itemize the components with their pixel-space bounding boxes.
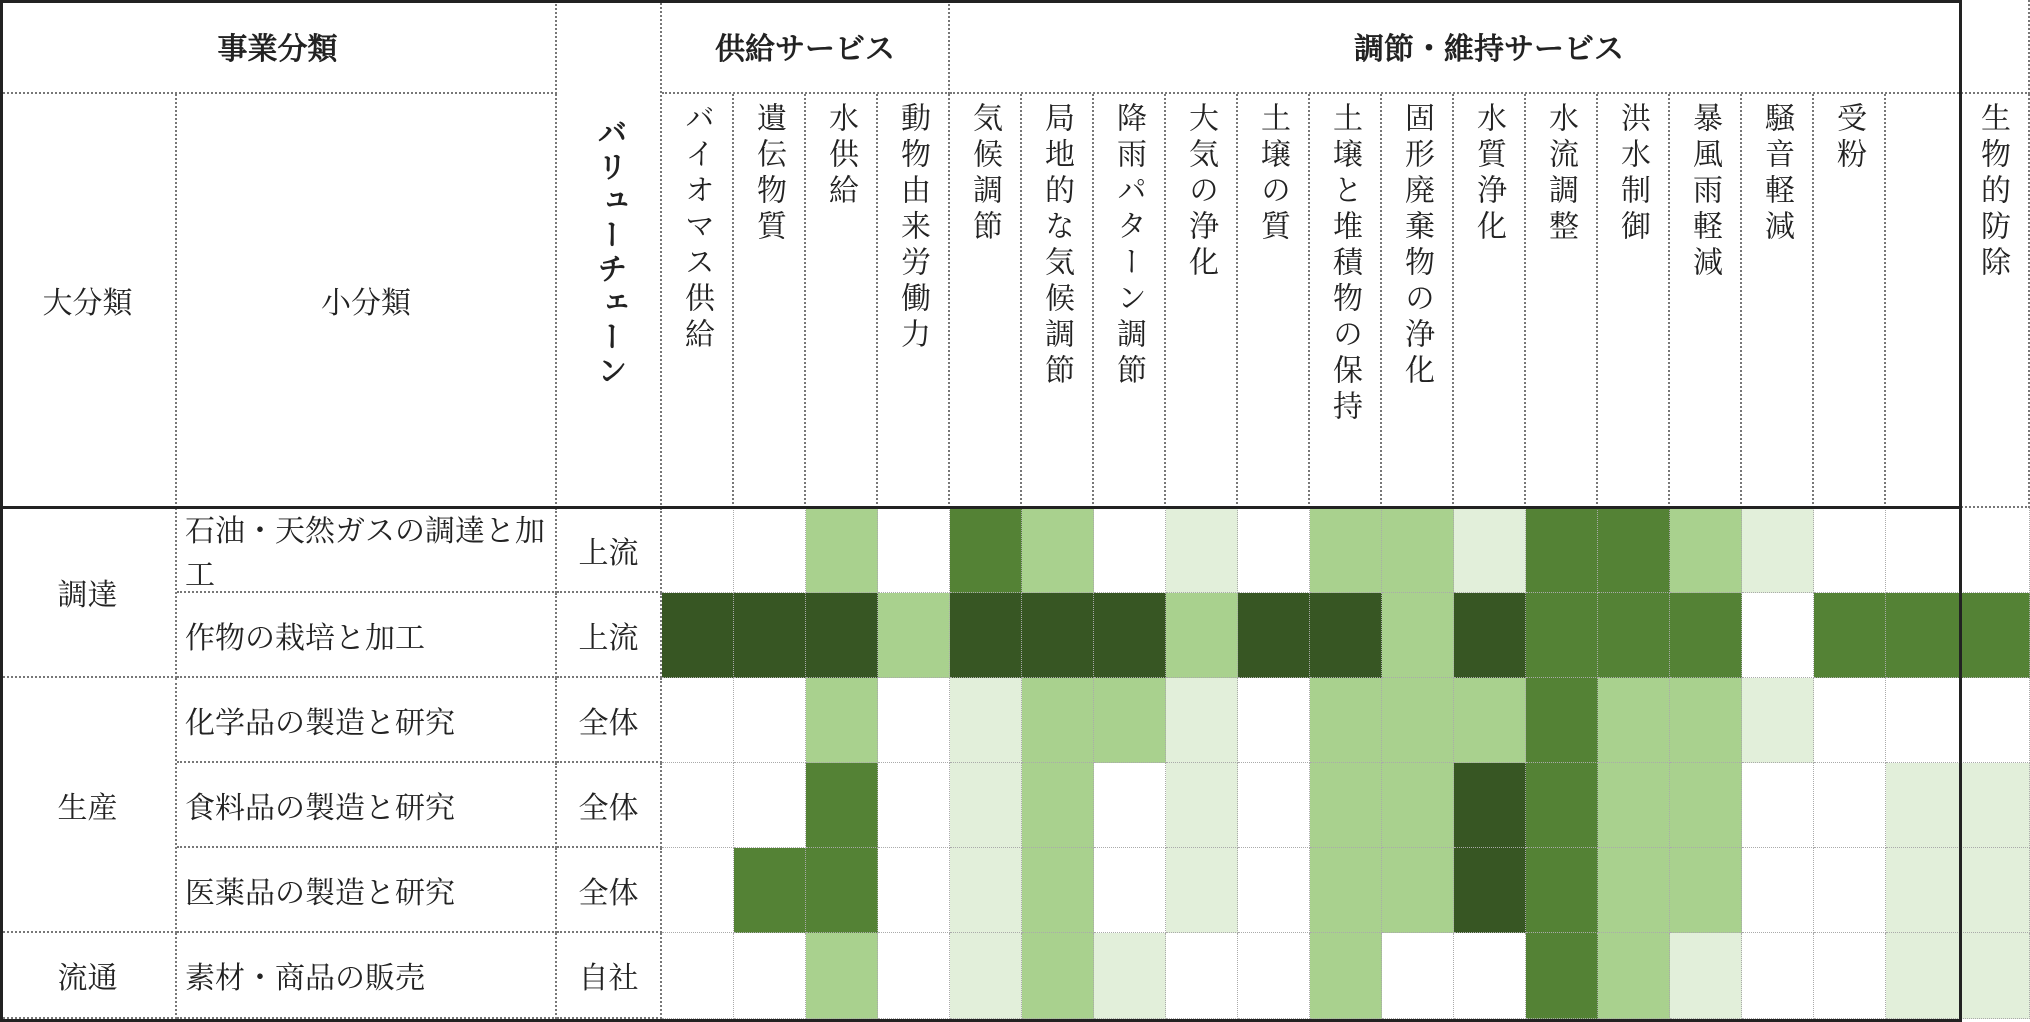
heatmap-cell [1598, 508, 1670, 593]
heatmap-cell [1670, 848, 1742, 933]
heatmap-cell [734, 763, 806, 848]
heatmap-cell [1742, 508, 1814, 593]
heatmap-cell [1814, 678, 1886, 763]
minor-category-header: 小分類 [177, 94, 557, 508]
heatmap-cell [806, 763, 878, 848]
heatmap-cell [1670, 933, 1742, 1019]
value-chain-cell: 上流 [557, 593, 662, 678]
heatmap-cell [1310, 848, 1382, 933]
service-header: 降雨パターン調節 [1094, 94, 1166, 508]
heatmap-cell [1310, 763, 1382, 848]
service-header: 受粉 [1814, 94, 1886, 508]
heatmap-cell [1022, 508, 1094, 593]
heatmap-cell [1454, 763, 1526, 848]
heatmap-cell [734, 508, 806, 593]
service-header: 固形廃棄物の浄化 [1382, 94, 1454, 508]
minor-category-cell: 食料品の製造と研究 [177, 763, 557, 848]
major-category-header: 大分類 [0, 94, 177, 508]
heatmap-cell [878, 933, 950, 1019]
heatmap-cell [1886, 763, 2030, 848]
service-header: 気候調節 [950, 94, 1022, 508]
heatmap-cell [806, 678, 878, 763]
heatmap-cell [1526, 593, 1598, 678]
heatmap-cell [1166, 848, 1238, 933]
heatmap-cell [1094, 763, 1166, 848]
business-category-header: 事業分類 [0, 0, 557, 94]
value-chain-cell: 自社 [557, 933, 662, 1019]
value-chain-header: バリューチェーン [557, 0, 662, 508]
heatmap-cell [1166, 678, 1238, 763]
heatmap-cell [1886, 848, 2030, 933]
heatmap-cell [1454, 933, 1526, 1019]
service-header: 動物由来労働力 [878, 94, 950, 508]
heatmap-cell [1454, 848, 1526, 933]
heatmap-cell [1742, 848, 1814, 933]
service-header: 生物的防除 [1886, 94, 2030, 508]
heatmap-cell [878, 848, 950, 933]
service-header: 水流調整 [1526, 94, 1598, 508]
heatmap-cell [1814, 593, 1886, 678]
heatmap-cell [1598, 933, 1670, 1019]
heatmap-cell [1238, 678, 1310, 763]
heatmap-cell [1382, 763, 1454, 848]
service-header: 水質浄化 [1454, 94, 1526, 508]
heatmap-cell [1598, 593, 1670, 678]
heatmap-cell [1814, 848, 1886, 933]
heatmap-cell [1670, 593, 1742, 678]
heatmap-cell [734, 848, 806, 933]
service-header: 遺伝物質 [734, 94, 806, 508]
heatmap-cell [662, 678, 734, 763]
heatmap-cell [1166, 593, 1238, 678]
heatmap-cell [1382, 848, 1454, 933]
service-header: 大気の浄化 [1166, 94, 1238, 508]
service-header: 洪水制御 [1598, 94, 1670, 508]
heatmap-cell [1742, 933, 1814, 1019]
heatmap-cell [734, 678, 806, 763]
heatmap-cell [1382, 678, 1454, 763]
heatmap-cell [1310, 678, 1382, 763]
heatmap-cell [662, 848, 734, 933]
minor-category-cell: 化学品の製造と研究 [177, 678, 557, 763]
heatmap-cell [878, 678, 950, 763]
value-chain-cell: 全体 [557, 848, 662, 933]
heatmap-cell [662, 763, 734, 848]
heatmap-cell [1454, 593, 1526, 678]
heatmap-cell [878, 508, 950, 593]
heatmap-cell [1238, 593, 1310, 678]
heatmap-cell [1886, 593, 2030, 678]
service-header: 土壌の質 [1238, 94, 1310, 508]
major-category-cell: 生産 [0, 678, 177, 933]
heatmap-cell [1238, 508, 1310, 593]
heatmap-cell [1526, 508, 1598, 593]
service-header: 暴風雨軽減 [1670, 94, 1742, 508]
heatmap-cell [662, 508, 734, 593]
heatmap-cell [662, 933, 734, 1019]
heatmap-cell [950, 593, 1022, 678]
heatmap-cell [950, 763, 1022, 848]
heatmap-cell [1742, 678, 1814, 763]
heatmap-cell [1454, 678, 1526, 763]
heatmap-cell [950, 848, 1022, 933]
heatmap-cell [806, 593, 878, 678]
heatmap-cell [1526, 763, 1598, 848]
value-chain-cell: 上流 [557, 508, 662, 593]
major-category-cell: 調達 [0, 508, 177, 678]
heatmap-cell [1814, 763, 1886, 848]
heatmap-cell [806, 848, 878, 933]
heatmap-cell [950, 678, 1022, 763]
heatmap-cell [1022, 763, 1094, 848]
major-category-cell: 流通 [0, 933, 177, 1019]
heatmap-cell [1166, 508, 1238, 593]
heatmap-cell [1382, 508, 1454, 593]
heatmap-cell [1670, 678, 1742, 763]
heatmap-cell [1310, 933, 1382, 1019]
service-header: 土壌と堆積物の保持 [1310, 94, 1382, 508]
heatmap-cell [1886, 678, 2030, 763]
heatmap-cell [1742, 763, 1814, 848]
service-header: バイオマス供給 [662, 94, 734, 508]
heatmap-cell [1310, 508, 1382, 593]
heatmap-cell [734, 933, 806, 1019]
heatmap-cell [878, 593, 950, 678]
heatmap-cell [1094, 593, 1166, 678]
minor-category-cell: 医薬品の製造と研究 [177, 848, 557, 933]
heatmap-cell [1886, 933, 2030, 1019]
heatmap-cell [1814, 508, 1886, 593]
heatmap-cell [1742, 593, 1814, 678]
heatmap-cell [806, 933, 878, 1019]
heatmap-cell [1454, 508, 1526, 593]
heatmap-cell [1310, 593, 1382, 678]
heatmap-cell [734, 593, 806, 678]
heatmap-cell [950, 508, 1022, 593]
heatmap-cell [1094, 848, 1166, 933]
provisioning-services-header: 供給サービス [662, 0, 950, 94]
value-chain-cell: 全体 [557, 763, 662, 848]
heatmap-cell [1598, 678, 1670, 763]
service-header: 水供給 [806, 94, 878, 508]
heatmap-cell [1382, 593, 1454, 678]
service-header: 局地的な気候調節 [1022, 94, 1094, 508]
minor-category-cell: 石油・天然ガスの調達と加工 [177, 508, 557, 593]
heatmap-cell [1238, 933, 1310, 1019]
heatmap-cell [1814, 933, 1886, 1019]
heatmap-cell [806, 508, 878, 593]
heatmap-cell [1022, 678, 1094, 763]
value-chain-cell: 全体 [557, 678, 662, 763]
heatmap-cell [1166, 933, 1238, 1019]
heatmap-cell [1166, 763, 1238, 848]
heatmap-cell [1238, 848, 1310, 933]
heatmap-cell [1022, 593, 1094, 678]
heatmap-cell [1094, 933, 1166, 1019]
heatmap-cell [1886, 508, 2030, 593]
heatmap-cell [1598, 848, 1670, 933]
heatmap-cell [1526, 678, 1598, 763]
heatmap-cell [1670, 763, 1742, 848]
heatmap-cell [1598, 763, 1670, 848]
heatmap-cell [878, 763, 950, 848]
minor-category-cell: 作物の栽培と加工 [177, 593, 557, 678]
heatmap-cell [1670, 508, 1742, 593]
regulating-services-header: 調節・維持サービス [950, 0, 2030, 94]
heatmap-cell [1094, 508, 1166, 593]
heatmap-cell [1022, 848, 1094, 933]
service-header: 騒音軽減 [1742, 94, 1814, 508]
heatmap-cell [1238, 763, 1310, 848]
heatmap-cell [662, 593, 734, 678]
heatmap-cell [1094, 678, 1166, 763]
minor-category-cell: 素材・商品の販売 [177, 933, 557, 1019]
heatmap-cell [1526, 933, 1598, 1019]
heatmap-cell [1382, 933, 1454, 1019]
heatmap-cell [1022, 933, 1094, 1019]
heatmap-cell [1526, 848, 1598, 933]
heatmap-cell [950, 933, 1022, 1019]
